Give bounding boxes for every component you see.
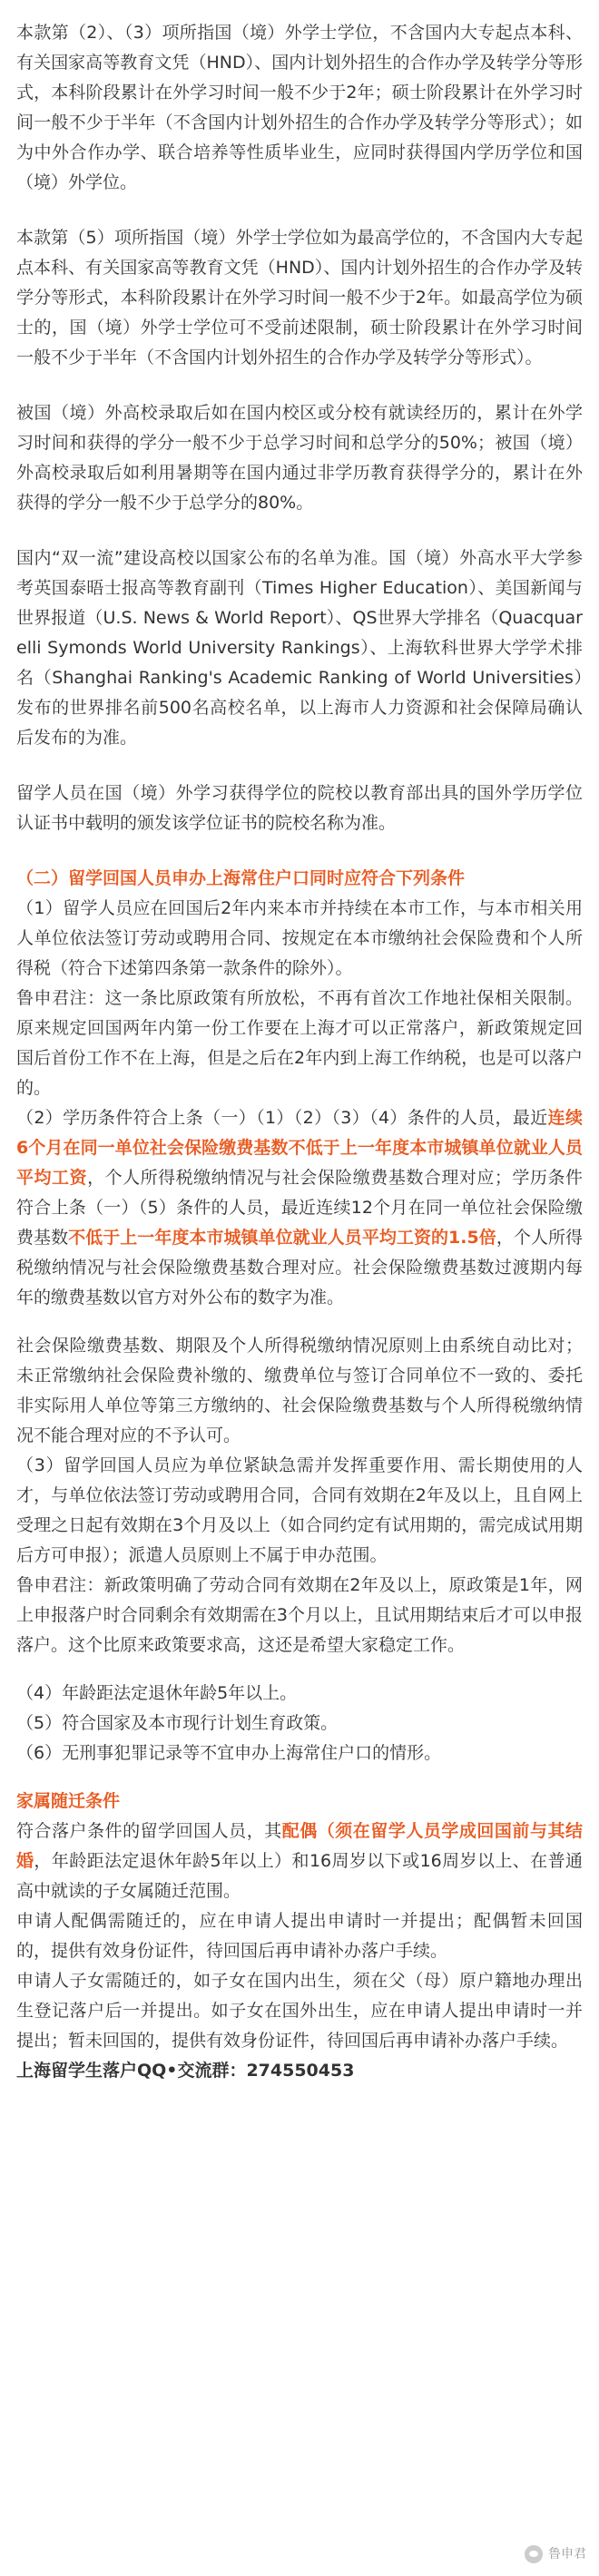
paragraph-foreign-degree-5: 本款第（5）项所指国（境）外学士学位如为最高学位的，不含国内大专起点本科、有关国家高等教育文凭（HND）、国内计划外招生的合作办学及转学分等形式，本科阶段累计在外学习时间一般不少于2年。如最高学位为硕士的，国（境）外学士学位可不受前述限制，硕士阶段累计在外学习时间一般不少于半年（不含国内计划外招生的合作办学及转学分等形式）。: [16, 228, 583, 367]
wechat-icon: [525, 2545, 543, 2563]
family-p1-post: ，年龄距法定退休年龄5年以上）和16周岁以下或16周岁以上、在普通高中就读的子女属随迁范围。: [16, 1851, 583, 1901]
item2-text-pre: （2）学历条件符合上条（一）（1）（2）（3）（4）条件的人员，最近: [16, 1108, 548, 1128]
paragraph-social-insurance: 社会保险缴费基数、期限及个人所得税缴纳情况原则上由系统自动比对；未正常缴纳社会保险费补缴的、缴费单位与签订合同单位不一致的、委托非实际用人单位等第三方缴纳的、社会保险缴费基数与个人所得税缴纳情况不能合理对应的不予认可。: [16, 1336, 583, 1445]
qq-group-line: [16, 2056, 583, 2086]
paragraph-foreign-degree-23: 本款第（2）、（3）项所指国（境）外学士学位，不含国内大专起点本科、有关国家高等教育文凭（HND）、国内计划外招生的合作办学及转学分等形式，本科阶段累计在外学习时间一般不少于2年；硕士阶段累计在外学习时间一般不少于半年（不含国内计划外招生的合作办学及转学分等形式）；如为中外合作办学、联合培养等性质毕业生，应同时获得国内学历学位和国（境）外学位。: [16, 23, 583, 192]
condition-item-3: （3）留学回国人员应为单位紧缺急需并发挥重要作用、需长期使用的人才，与单位依法签订劳动或聘用合同，合同有效期在2年及以上，且自网上受理之日起有效期在3个月及以上（如合同约定有试用期的，需完成试用期后方可申报）；派遣人员原则上不属于申办范围。: [16, 1455, 583, 1565]
paragraph-university-rankings: 国内“双一流”建设高校以国家公布的名单为准。国（境）外高水平大学参考英国泰晤士报高等教育副刊（Times Higher Education）、美国新闻与世界报道（U.S. News & World Report）、QS世界大学排名（Quacquarelli Symonds World University Rankings）、上海软科世界大学学术排名（Shanghai Ranking's Academic Ranking of World Universities）发布的世界排名前500名高校名单，以上海市人力资源和社会保障局确认后发布的为准。: [16, 548, 583, 748]
editor-note-1: 鲁申君注：这一条比原政策有所放松，不再有首次工作地社保相关限制。原来规定回国两年内第一份工作要在上海才可以正常落户，新政策规定回国后首份工作不在上海，但是之后在2年内到上海工作纳税，也是可以落户的。: [16, 988, 583, 1098]
item2-text-end: ，个人所得税缴纳情况与社会保险缴费基数合理对应。社会保险缴费基数过渡期内每年的缴费基数以官方对外公布的数字为准。: [16, 1228, 583, 1308]
paragraph-degree-certification: 留学人员在国（境）外学习获得学位的院校以教育部出具的国外学历学位认证书中载明的颁发该学位证书的院校名称为准。: [16, 783, 583, 833]
item2-highlight-1-5x: 不低于上一年度本市城镇单位就业人员平均工资的1.5倍: [68, 1228, 496, 1248]
paragraph-domestic-campus: 被国（境）外高校录取后如在国内校区或分校有就读经历的，累计在外学习时间和获得的学分一般不少于总学习时间和总学分的50%；被国（境）外高校录取后如利用暑期等在国内通过非学历教育获得学分的，累计在外获得的学分一般不少于总学分的80%。: [16, 403, 583, 513]
condition-item-2: [16, 1103, 583, 1313]
family-p1-highlight: 配偶（须在留学人员学成回国前与其结婚: [16, 1821, 583, 1871]
watermark-text: 鲁申君: [548, 2547, 586, 2561]
editor-note-3: 鲁申君注：新政策明确了劳动合同有效期在2年及以上，原政策是1年，网上申报落户时合同剩余有效期需在3个月以上，且试用期结束后才可以申报落户。这个比原来政策要求高，这还是希望大家稳定工作。: [16, 1575, 583, 1655]
condition-item-4: （4）年龄距法定退休年龄5年以上。: [16, 1683, 298, 1703]
family-p1-pre: 符合落户条件的留学回国人员，其: [16, 1821, 282, 1841]
family-paragraph-1: [16, 1817, 583, 1906]
family-paragraph-children: 申请人子女需随迁的，如子女在国内出生，须在父（母）原户籍地办理出生登记落户后一并提出。如子女在国外出生，应在申请人提出申请时一并提出；暂未回国的，提供有效身份证件，待回国后再申请补办落户手续。: [16, 1971, 583, 2051]
qq-group-label: 上海留学生落户QQ•交流群：: [16, 2061, 247, 2081]
family-paragraph-spouse: 申请人配偶需随迁的，应在申请人提出申请时一并提出；配偶暂未回国的，提供有效身份证件，待回国后再申请补办落户手续。: [16, 1911, 583, 1961]
item2-highlight-6-months: 连续6个月在同一单位社会保险缴费基数不低于上一年度本市城镇单位就业人员平均工资: [16, 1108, 583, 1188]
section-heading-family: 家属随迁条件: [16, 1791, 121, 1811]
qq-group-number: 274550453: [246, 2061, 355, 2081]
section-heading-conditions: （二）留学回国人员申办上海常住户口同时应符合下列条件: [16, 868, 466, 888]
condition-item-5: （5）符合国家及本市现行计划生育政策。: [16, 1713, 339, 1733]
watermark: [525, 2545, 586, 2563]
condition-item-6: （6）无刑事犯罪记录等不宜申办上海常住户口的情形。: [16, 1743, 442, 1763]
item2-text-mid: ，个人所得税缴纳情况与社会保险缴费基数合理对应；学历条件符合上条（一）（5）条件的人员，最近连续12个月在同一单位社会保险缴费基数: [16, 1168, 583, 1248]
condition-item-1: （1）留学人员应在回国后2年内来本市并持续在本市工作，与本市相关用人单位依法签订劳动或聘用合同、按规定在本市缴纳社会保险费和个人所得税（符合下述第四条第一款条件的除外）。: [16, 898, 583, 978]
